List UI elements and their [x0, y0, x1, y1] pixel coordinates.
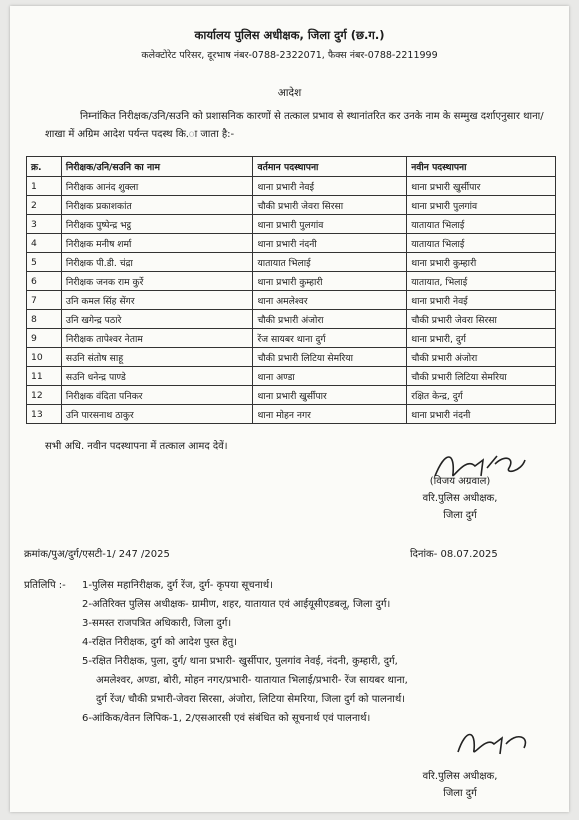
- cell-current-posting: थाना अमलेश्वर: [253, 291, 407, 310]
- table-row: [27, 234, 556, 253]
- cell-serial: 3: [27, 215, 62, 234]
- header-new-posting: नवीन पदस्थापना: [407, 157, 556, 177]
- cell-name: निरीक्षक पुष्पेन्द्र भट्ठ: [61, 215, 253, 234]
- cell-current-posting: चौकी प्रभारी जेवरा सिरसा: [253, 196, 407, 215]
- cell-name: निरीक्षक तापेश्वर नेताम: [61, 329, 253, 348]
- table-header-row: [27, 157, 556, 177]
- intro-paragraph: निम्नांकित निरीक्षक/उनि/सउनि को प्रशासनिक कारणों से तत्काल प्रभाव से स्थानांतरित कर उनके नाम के सम्मुख दर्शाएनुसार थाना/शाखा में अग्रिम आदेश पर्यन्त पदस्थ कि.ा जाता है:-: [45, 111, 544, 140]
- cell-serial: 13: [27, 405, 62, 424]
- cell-name: निरीक्षक प्रकाशकांत: [61, 196, 253, 215]
- cell-new-posting: चौकी प्रभारी अंजोरा: [407, 348, 556, 367]
- table-row: [27, 291, 556, 310]
- signatory-district: जिला दुर्ग: [443, 788, 477, 799]
- order-date: दिनांक- 08.07.2025: [410, 549, 498, 560]
- cell-serial: 5: [27, 253, 62, 272]
- cell-current-posting: थाना अण्डा: [253, 367, 407, 386]
- table-body: [27, 177, 556, 424]
- signatory-designation: वरि.पुलिस अधीक्षक,: [422, 771, 498, 782]
- order-heading: आदेश: [277, 87, 302, 99]
- table-row: [27, 253, 556, 272]
- table-row: [27, 272, 556, 291]
- table-row: [27, 196, 556, 215]
- cell-current-posting: थाना प्रभारी पुलगांव: [253, 215, 407, 234]
- cell-new-posting: थाना प्रभारी, दुर्ग: [407, 329, 556, 348]
- cell-current-posting: रेंज सायबर थाना दुर्ग: [253, 329, 407, 348]
- copy-item: 1-पुलिस महानिरीक्षक, दुर्ग रेंज, दुर्ग- कृपया सूचनार्थ।: [82, 580, 273, 591]
- cell-serial: 1: [27, 177, 62, 196]
- table-row: [27, 215, 556, 234]
- cell-new-posting: थाना प्रभारी कुम्हारी: [407, 253, 556, 272]
- cell-current-posting: चौकी प्रभारी अंजोरा: [253, 310, 407, 329]
- cell-serial: 11: [27, 367, 62, 386]
- cell-name: निरीक्षक आनंद शुक्ला: [61, 177, 253, 196]
- instruction-note: सभी अधि. नवीन पदस्थापना में तत्काल आमद देवें।: [45, 441, 228, 452]
- signature-block-bottom: [390, 768, 530, 802]
- cell-new-posting: थाना प्रभारी नेवई: [407, 291, 556, 310]
- header-current-posting: वर्तमान पदस्थापना: [253, 157, 407, 177]
- cell-name: सउनि धनेन्द्र पाण्डे: [61, 367, 253, 386]
- copy-label: प्रतिलिपि :-: [24, 580, 66, 591]
- cell-new-posting: यातायात भिलाई: [407, 234, 556, 253]
- cell-current-posting: यातायात भिलाई: [253, 253, 407, 272]
- table-row: [27, 386, 556, 405]
- cell-serial: 9: [27, 329, 62, 348]
- cell-new-posting: थाना प्रभारी पुलगांव: [407, 196, 556, 215]
- cell-name: निरीक्षक वंदिता पनिकर: [61, 386, 253, 405]
- copy-item: 6-आंकिक/वेतन लिपिक-1, 2/एसआरसी एवं संबंधित को सूचनार्थ एवं पालनार्थ।: [82, 713, 371, 724]
- table-row: [27, 405, 556, 424]
- signatory-district: जिला दुर्ग: [443, 510, 477, 521]
- cell-current-posting: थाना प्रभारी खुर्सीपार: [253, 386, 407, 405]
- cell-current-posting: थाना प्रभारी कुम्हारी: [253, 272, 407, 291]
- office-title: कार्यालय पुलिस अधीक्षक, जिला दुर्ग (छ.ग.): [194, 28, 385, 42]
- cell-new-posting: चौकी प्रभारी जेवरा सिरसा: [407, 310, 556, 329]
- table-row: [27, 177, 556, 196]
- cell-new-posting: यातायात भिलाई: [407, 215, 556, 234]
- signatory-designation: वरि.पुलिस अधीक्षक,: [422, 493, 498, 504]
- table-row: [27, 367, 556, 386]
- cell-serial: 6: [27, 272, 62, 291]
- cell-serial: 12: [27, 386, 62, 405]
- cell-name: उनि कमल सिंह सेंगर: [61, 291, 253, 310]
- signature-block-top: [390, 473, 530, 524]
- signature-scribble: [450, 724, 540, 764]
- cell-serial: 4: [27, 234, 62, 253]
- copy-item: 5-रक्षित निरीक्षक, पुला, दुर्ग/ थाना प्रभारी- खुर्सीपार, पुलगांव नेवई, नंदनी, कुम्हारी, दुर्ग,: [82, 656, 398, 667]
- cell-serial: 2: [27, 196, 62, 215]
- cell-new-posting: थाना प्रभारी खुर्सीपार: [407, 177, 556, 196]
- cell-serial: 7: [27, 291, 62, 310]
- copy-item-continued: दुर्ग रेंज/ चौकी प्रभारी-जेवरा सिरसा, अंजोरा, लिटिया सेमरिया, जिला दुर्ग को पालनार्थ।: [96, 694, 406, 705]
- cell-current-posting: चौकी प्रभारी लिटिया सेमरिया: [253, 348, 407, 367]
- cell-name: निरीक्षक पी.डी. चंद्रा: [61, 253, 253, 272]
- cell-name: निरीक्षक मनीष शर्मा: [61, 234, 253, 253]
- table-row: [27, 310, 556, 329]
- transfer-table: [26, 156, 556, 424]
- cell-name: निरीक्षक जनक राम कुर्रे: [61, 272, 253, 291]
- copy-item: 3-समस्त राजपत्रित अधिकारी, जिला दुर्ग।: [82, 618, 232, 629]
- cell-name: उनि खगेन्द्र पठारे: [61, 310, 253, 329]
- cell-current-posting: थाना प्रभारी नेवई: [253, 177, 407, 196]
- table-row: [27, 329, 556, 348]
- cell-new-posting: यातायात, भिलाई: [407, 272, 556, 291]
- document-page: [10, 6, 569, 812]
- cell-new-posting: थाना प्रभारी नंदनी: [407, 405, 556, 424]
- cell-serial: 10: [27, 348, 62, 367]
- cell-serial: 8: [27, 310, 62, 329]
- header-name: निरीक्षक/उनि/सउनि का नाम: [61, 157, 253, 177]
- cell-name: सउनि संतोष साहू: [61, 348, 253, 367]
- cell-name: उनि पारसनाथ ठाकुर: [61, 405, 253, 424]
- office-address: कलेक्टोरेट परिसर, दूरभाष नंबर-0788-2322071, फैक्स नंबर-0788-2211999: [141, 50, 438, 61]
- copy-item-continued: अमलेश्वर, अण्डा, बोरी, मोहन नगर/प्रभारी- यातायात भिलाई/प्रभारी- रेंज सायबर थाना,: [96, 675, 408, 686]
- header-serial: क्र.: [27, 157, 62, 177]
- order-number: क्रमांक/पुअ/दुर्ग/एसटी-1/ 247 /2025: [24, 549, 170, 560]
- signatory-name: (विजय अग्रवाल): [429, 476, 491, 487]
- copy-item: 4-रक्षित निरीक्षक, दुर्ग को आदेश पुस्त हेतु।: [82, 637, 238, 648]
- cell-current-posting: थाना मोहन नगर: [253, 405, 407, 424]
- cell-current-posting: थाना प्रभारी नंदनी: [253, 234, 407, 253]
- table-row: [27, 348, 556, 367]
- cell-new-posting: रक्षित केन्द्र, दुर्ग: [407, 386, 556, 405]
- cell-new-posting: चौकी प्रभारी लिटिया सेमरिया: [407, 367, 556, 386]
- copy-item: 2-अतिरिक्त पुलिस अधीक्षक- ग्रामीण, शहर, यातायात एवं आईयूसीएडबलू, जिला दुर्ग।: [82, 599, 391, 610]
